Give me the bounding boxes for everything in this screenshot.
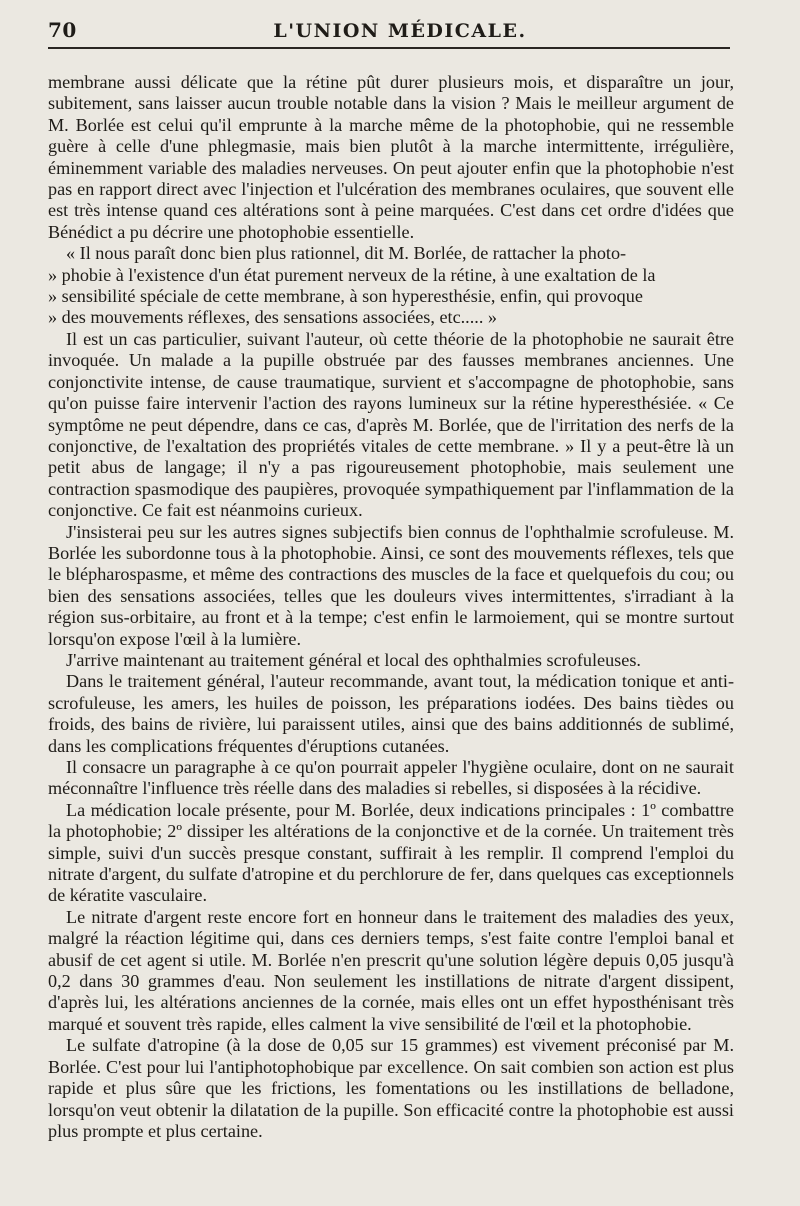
paragraph: J'arrive maintenant au traitement général et local des ophthalmies scrofuleuses. <box>66 649 641 670</box>
paragraph: Le nitrate d'argent reste encore fort en honneur dans le traitement des maladies des yeux, malgré la réaction légitime qui, dans ces derniers temps, s'est faite contre l'emploi banal et abusif de cet agent si utile. M. Borlée n'en prescrit qu'une solution légère depuis 0,05 jusqu'à 0,2 dans 30 grammes d'eau. Non seulement les instillations de nitrate d'argent dissipent, d'après lui, les altérations anciennes de la cornée, mais elles ont un effet hyposthénisant très marqué et souvent très rapide, elles calment la vive sensibilité de l'œil et la photophobie. <box>48 906 734 1034</box>
quote-line: » des mouvements réflexes, des sensations associées, etc..... » <box>48 307 498 328</box>
page-number: 70 <box>48 18 77 42</box>
quote-line: » sensibilité spéciale de cette membrane, à son hyperesthésie, enfin, qui provoque <box>48 286 643 307</box>
header-rule <box>48 47 730 49</box>
paragraph: Il est un cas particulier, suivant l'auteur, où cette théorie de la photophobie ne saurait être invoquée. Un malade a la pupille obstruée par des fausses membranes anciennes. Une conjonctivite intense, de cause traumatique, survient et s'accompagne de photophobie, sans qu'on puisse faire intervenir l'action des rayons lumineux sur la rétine hyperesthésiée. « Ce symptôme ne peut dépendre, dans ce cas, d'après M. Borlée, que de l'irritation des nerfs de la conjonctive, de l'exaltation des propriétés vitales de cette membrane. » Il y a peut-être là un petit abus de langage; il n'y a pas rigoureusement photophobie, mais seulement une contraction spasmodique des paupières, provoquée sympathiquement par l'inflammation de la conjonctive. Ce fait est néanmoins curieux. <box>48 328 734 521</box>
paragraph: Le sulfate d'atropine (à la dose de 0,05 sur 15 grammes) est vivement préconisé par M. Borlée. C'est pour lui l'antiphotophobique par excellence. On sait combien son action est plus rapide et plus sûre que les frictions, les fomentations ou les instillations de belladone, lorsqu'on veut obtenir la dilatation de la pupille. Son efficacité contre la photophobie est aussi plus prompte et plus certaine. <box>48 1035 734 1141</box>
paragraph: membrane aussi délicate que la rétine pût durer plusieurs mois, et disparaître un jour, subitement, sans laisser aucun trouble notable dans la vision ? Mais le meilleur argument de M. Borlée est celui qu'il emprunte à la marche même de la photophobie, qui ne ressemble guère à celle d'une phlegmasie, mais bien plutôt à la marche intermittente, irrégulière, éminemment variable des maladies nerveuses. On peut ajouter enfin que la photophobie n'est pas en rapport direct avec l'injection et l'ulcération des membranes oculaires, que souvent elle est très intense quand ces altérations sont à peine marquées. C'est dans cet ordre d'idées que Bénédict a pu décrire une photophobie essentielle. <box>48 72 734 242</box>
running-title: L'UNION MÉDICALE. <box>273 20 527 42</box>
quote-line: « Il nous paraît donc bien plus rationnel, dit M. Borlée, de rattacher la photo- <box>66 243 627 264</box>
paragraph: Il consacre un paragraphe à ce qu'on pourrait appeler l'hygiène oculaire, dont on ne saurait méconnaître l'influence très réelle dans des maladies si rebelles, si disposées à la récidive. <box>48 757 734 799</box>
paragraph: La médication locale présente, pour M. Borlée, deux indications principales : 1º combattre la photophobie; 2º dissiper les altérations de la conjonctive et de la cornée. Un traitement très simple, suivi d'un succès presque constant, suffirait à les remplir. Il comprend l'emploi du nitrate d'argent, du sulfate d'atropine et du perchlorure de fer, dans quelques cas exceptionnels de kératite vasculaire. <box>48 799 734 906</box>
quote-line: » phobie à l'existence d'un état purement nerveux de la rétine, à une exaltation de la <box>48 264 656 285</box>
paragraph: J'insisterai peu sur les autres signes subjectifs bien connus de l'ophthalmie scrofuleuse. M. Borlée les subordonne tous à la photophobie. Ainsi, ce sont des mouvements réflexes, tels que le blépharospasme, et même des contractions des muscles de la face et quelquefois du cou; ou bien des sensations associées, telles que les douleurs vives intermittentes, s'irradiant à la région sus-orbitaire, au front et à la tempe; c'est enfin le larmoiement, qui se montre surtout lorsqu'on expose l'œil à la lumière. <box>48 521 734 649</box>
paragraph: Dans le traitement général, l'auteur recommande, avant tout, la médication tonique et anti-scrofuleuse, les amers, les huiles de poisson, les préparations iodées. Des bains tièdes ou froids, des bains de rivière, lui paraissent utiles, ainsi que des bains additionnés de sublimé, dans les complications fréquentes d'éruptions cutanées. <box>48 671 734 756</box>
body-text <box>48 72 734 1142</box>
